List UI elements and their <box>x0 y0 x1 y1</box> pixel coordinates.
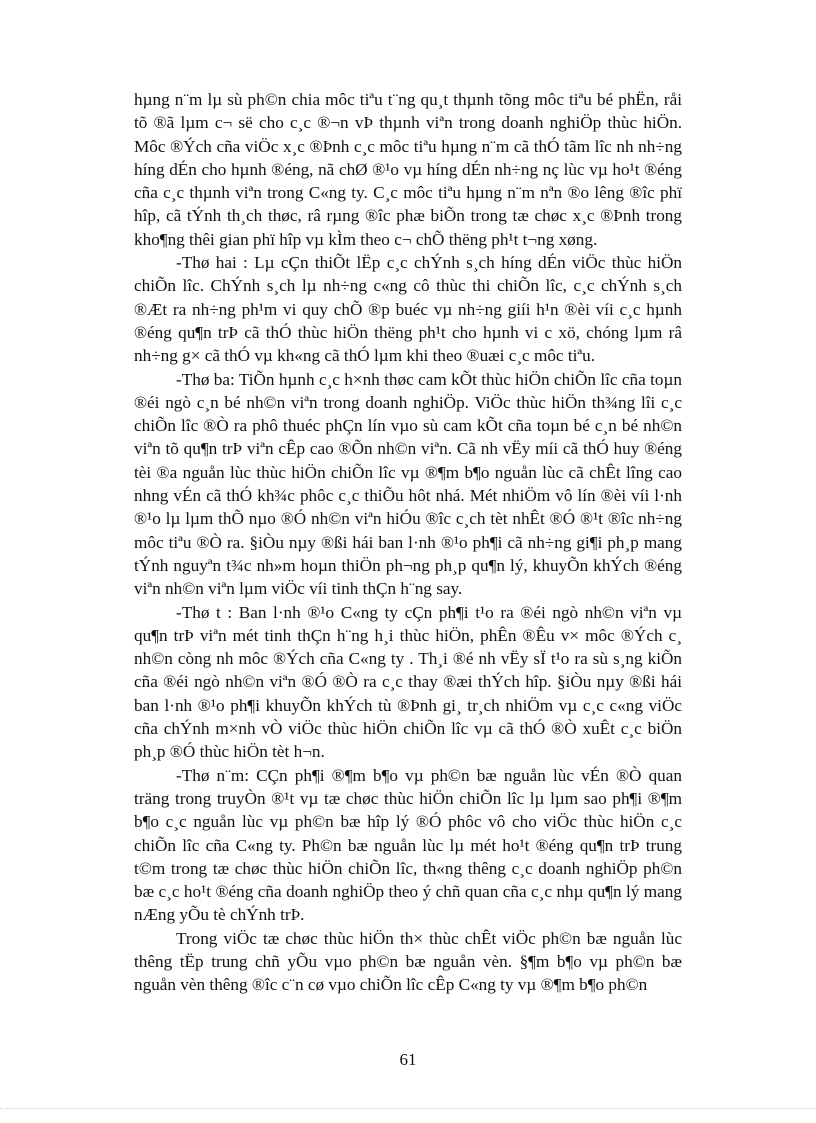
page-bottom-divider <box>0 1108 816 1109</box>
paragraph-second-policies: -Thø hai : Lµ cÇn thiÕt lËp c¸c chÝnh s¸ch híng dÉn viÖc thùc hiÖn chiÕn lîc. ChÝnh s¸ch lµ nh÷ng c«ng cô thùc thi chiÕn lîc, c¸c chÝnh s¸ch ®Æt ra nh÷ng ph¹m vi quy chÕ ®p buéc vµ nh÷ng giíi h¹n ®èi víi c¸c hµnh ®éng qu¶n trÞ cã thÓ thùc hiÖn thëng ph¹t cho hµnh vi c xö, chóng lµm râ nh÷ng g× cã thÓ vµ kh«ng cã thÓ lµm khi theo ®uæi c¸c môc tiªu. <box>134 253 682 366</box>
paragraph-fifth-resources: -Thø n¨m: CÇn ph¶i ®¶m b¶o vµ ph©n bæ nguån lùc vÉn ®Ò quan träng trong truyÒn ®¹t vµ tæ chøc thùc hiÖn chiÕn lîc lµ lµm sao ph¶i ®¶m b¶o c¸c nguån lùc vµ ph©n bæ hîp lý ®Ó phôc vô cho viÖc thùc hiÖn c¸c chiÕn lîc cña C«ng ty. Ph©n bæ nguån lùc lµ mét ho¹t ®éng qu¶n trÞ trung t©m trong tæ chøc thùc hiÖn chiÕn lîc, th«ng thêng c¸c doanh nghiÖp ph©n bæ c¸c ho¹t ®éng cña doanh nghiÖp theo ý chñ quan cña c¸c nhµ qu¶n lý mang nÆng yÕu tè chÝnh trÞ. <box>134 765 682 925</box>
document-body <box>134 88 682 997</box>
paragraph-capital-allocation: Trong viÖc tæ chøc thùc hiÖn th× thùc chÊt viÖc ph©n bæ nguån lùc thêng tËp trung chñ yÕu vµo ph©n bæ nguån vèn. §¶m b¶o vµ ph©n bæ nguån vèn thêng ®îc c¨n cø vµo chiÕn lîc cÊp C«ng ty vµ ®¶m b¶o ph©n <box>134 928 682 995</box>
paragraph-third-commitment: -Thø ba: TiÕn hµnh c¸c h×nh thøc cam kÕt thùc hiÖn chiÕn lîc cña toµn ®éi ngò c¸n bé nh©n viªn trong doanh nghiÖp. ViÖc thùc hiÖn th¾ng lîi c¸c chiÕn lîc ®Ò ra phô thuéc phÇn lín vµo sù cam kÕt cña toµn bé c¸n bé nh©n viªn tõ qu¶n trÞ viªn cÊp cao ®Õn nh©n viªn. Cã nh vËy míi cã thÓ huy ®éng tèi ®a nguån lùc thùc hiÖn chiÕn lîc vµ ®¶m b¶o nguån lùc cã chÊt lîng cao nhng vÉn cã thÓ kh¾c phôc c¸c thiÕu hôt nhá. Mét nhiÖm vô lín ®èi víi l·nh ®¹o lµ lµm thÕ nµo ®Ó nh©n viªn hiÓu ®îc c¸ch tèt nhÊt ®Ó ®¹t ®îc nh÷ng môc tiªu ®Ò ra. §iÒu nµy ®ßi hái ban l·nh ®¹o ph¶i cã nh÷ng gi¶i ph¸p mang tÝnh nguyªn t¾c nh»m hoµn thiÖn ph¬ng ph¸p qu¶n lý, khuyÕn khÝch ®éng viªn nh©n viªn lµm viÖc víi tinh thÇn h¨ng say. <box>134 369 682 599</box>
page-number: 61 <box>399 1050 417 1069</box>
paragraph-fourth-motivation: -Thø t : Ban l·nh ®¹o C«ng ty cÇn ph¶i t¹o ra ®éi ngò nh©n viªn vµ qu¶n trÞ viªn mét tinh thÇn h¨ng h¸i thùc hiÖn, phÊn ®Êu v× môc ®Ých c¸ nh©n còng nh môc ®Ých cña C«ng ty . Th¸i ®é nh vËy sÏ t¹o ra sù s¸ng kiÕn cña ®éi ngò nh©n viªn ®Ó ®Ò ra c¸c thay ®æi thÝch hîp. §iÒu nµy ®ßi hái ban l·nh ®¹o ph¶i khuyÕn khÝch tù ®Þnh gi¸ tr¸ch nhiÖm vµ c¸c c«ng viÖc cña chÝnh m×nh vÒ viÖc thùc hiÖn chiÕn lîc vµ cã thÓ ®Ò xuÊt c¸c biÖn ph¸p ®Ó thùc hiÖn tèt h¬n. <box>134 602 682 762</box>
paragraph-annual-objectives: hµng n¨m lµ sù ph©n chia môc tiªu t¨ng qu¸t thµnh tõng môc tiªu bé phËn, råi tõ ®ã lµm c¬ së cho c¸c ®¬n vÞ thµnh viªn trong doanh nghiÖp thùc hiÖn. Môc ®Ých cña viÖc x¸c ®Þnh c¸c môc tiªu hµng n¨m cã thÓ tãm lîc nh nh÷ng híng dÉn cho hµnh ®éng, nã chØ ®¹o vµ híng dÉn nh÷ng nç lùc vµ ho¹t ®éng cña c¸c thµnh viªn trong C«ng ty. C¸c môc tiªu hµng n¨m nªn ®o lêng ®îc phï hîp, cã tÝnh th¸ch thøc, râ rµng ®îc phæ biÕn trong tæ chøc x¸c ®Þnh trong kho¶ng thêi gian phï hîp vµ kÌm theo c¬ chÕ thëng ph¹t t¬ng xøng. <box>134 90 682 249</box>
